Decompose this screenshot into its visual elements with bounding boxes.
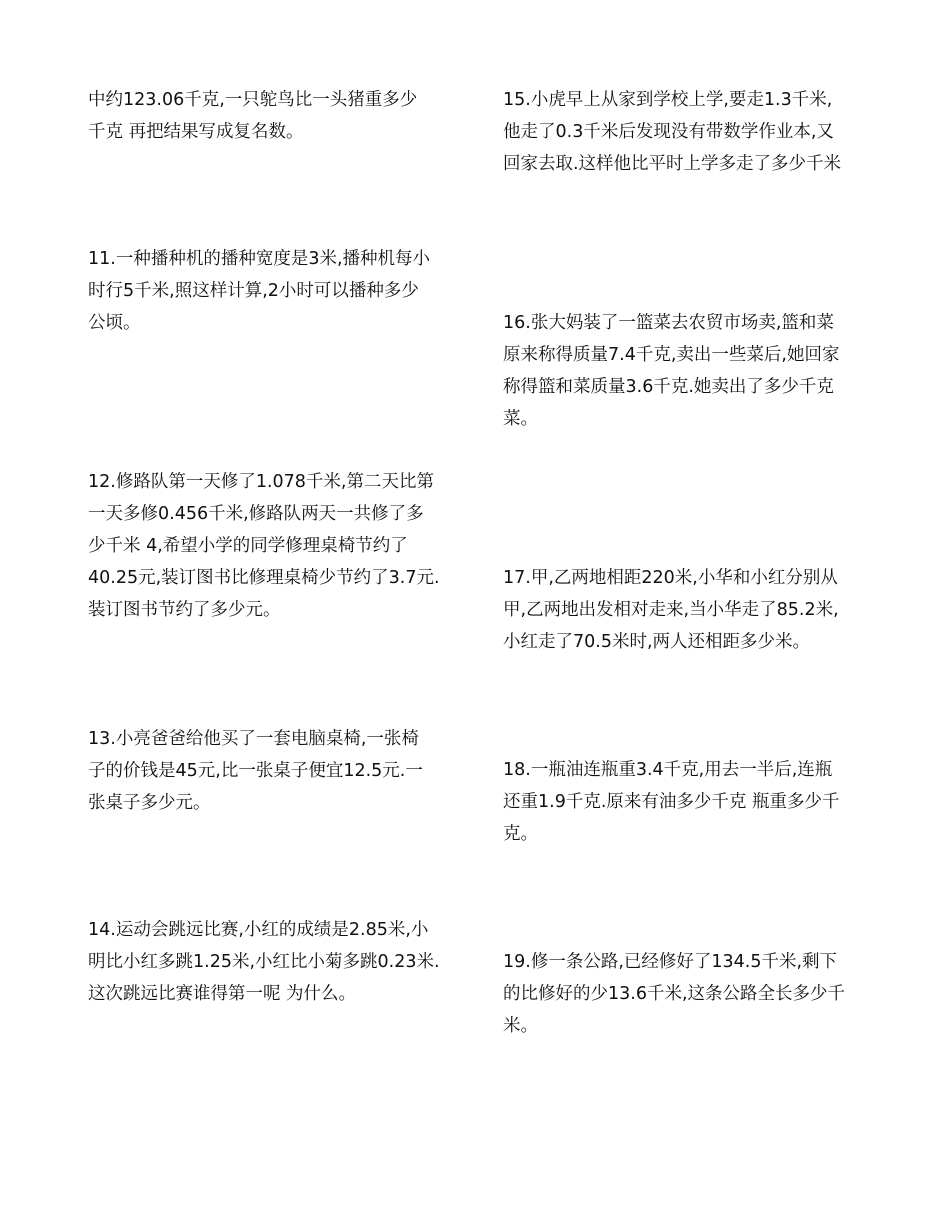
problem-line: 14.运动会跳远比赛,小红的成绩是2.85米,小 bbox=[88, 920, 429, 940]
problem-line: 小红走了70.5米时,两人还相距多少米。 bbox=[503, 632, 811, 652]
problem-line: 明比小红多跳1.25米,小红比小菊多跳0.23米. bbox=[88, 952, 440, 972]
problem-line: 这次跳远比赛谁得第一呢 为什么。 bbox=[88, 984, 357, 1004]
problem-15 bbox=[503, 84, 883, 180]
problem-11 bbox=[88, 243, 468, 339]
problem-line: 克。 bbox=[503, 824, 538, 844]
problem-line: 12.修路队第一天修了1.078千米,第二天比第 bbox=[88, 472, 434, 492]
problem-16 bbox=[503, 307, 883, 435]
problem-18 bbox=[503, 754, 883, 850]
problem-line: 中约123.06千克,一只鸵鸟比一头猪重多少 bbox=[88, 90, 418, 110]
problem-19 bbox=[503, 946, 883, 1042]
problem-line: 18.一瓶油连瓶重3.4千克,用去一半后,连瓶 bbox=[503, 760, 833, 780]
problem-line: 称得篮和菜质量3.6千克.她卖出了多少千克 bbox=[503, 377, 834, 397]
problem-line: 19.修一条公路,已经修好了134.5千米,剩下 bbox=[503, 952, 838, 972]
problem-line: 公顷。 bbox=[88, 313, 141, 333]
problem-13 bbox=[88, 723, 468, 819]
problem-17 bbox=[503, 562, 883, 658]
problem-line: 米。 bbox=[503, 1016, 538, 1036]
problem-line: 13.小亮爸爸给他买了一套电脑桌椅,一张椅 bbox=[88, 729, 419, 749]
problem-10 bbox=[88, 84, 468, 148]
problem-line: 的比修好的少13.6千米,这条公路全长多少千 bbox=[503, 984, 846, 1004]
problem-line: 11.一种播种机的播种宽度是3米,播种机每小 bbox=[88, 249, 431, 269]
problem-line: 40.25元,装订图书比修理桌椅少节约了3.7元. bbox=[88, 568, 440, 588]
problem-line: 16.张大妈装了一篮菜去农贸市场卖,篮和菜 bbox=[503, 313, 834, 333]
problem-line: 千克 再把结果写成复名数。 bbox=[88, 122, 304, 142]
problem-line: 甲,乙两地出发相对走来,当小华走了85.2米, bbox=[503, 600, 839, 620]
problem-12 bbox=[88, 466, 468, 626]
problem-line: 15.小虎早上从家到学校上学,要走1.3千米, bbox=[503, 90, 833, 110]
problem-line: 张桌子多少元。 bbox=[88, 793, 211, 813]
problem-line: 装订图书节约了多少元。 bbox=[88, 600, 281, 620]
problem-line: 还重1.9千克.原来有油多少千克 瓶重多少千 bbox=[503, 792, 840, 812]
problem-line: 子的价钱是45元,比一张桌子便宜12.5元.一 bbox=[88, 761, 423, 781]
problem-line: 菜。 bbox=[503, 409, 538, 429]
problem-line: 他走了0.3千米后发现没有带数学作业本,又 bbox=[503, 122, 834, 142]
problem-line: 一天多修0.456千米,修路队两天一共修了多 bbox=[88, 504, 424, 524]
problem-14 bbox=[88, 914, 468, 1010]
problem-line: 回家去取.这样他比平时上学多走了多少千米 bbox=[503, 154, 842, 174]
problem-line: 原来称得质量7.4千克,卖出一些菜后,她回家 bbox=[503, 345, 840, 365]
problem-line: 少千米 4,希望小学的同学修理桌椅节约了 bbox=[88, 536, 408, 556]
problem-line: 17.甲,乙两地相距220米,小华和小红分别从 bbox=[503, 568, 838, 588]
problem-line: 时行5千米,照这样计算,2小时可以播种多少 bbox=[88, 281, 419, 301]
